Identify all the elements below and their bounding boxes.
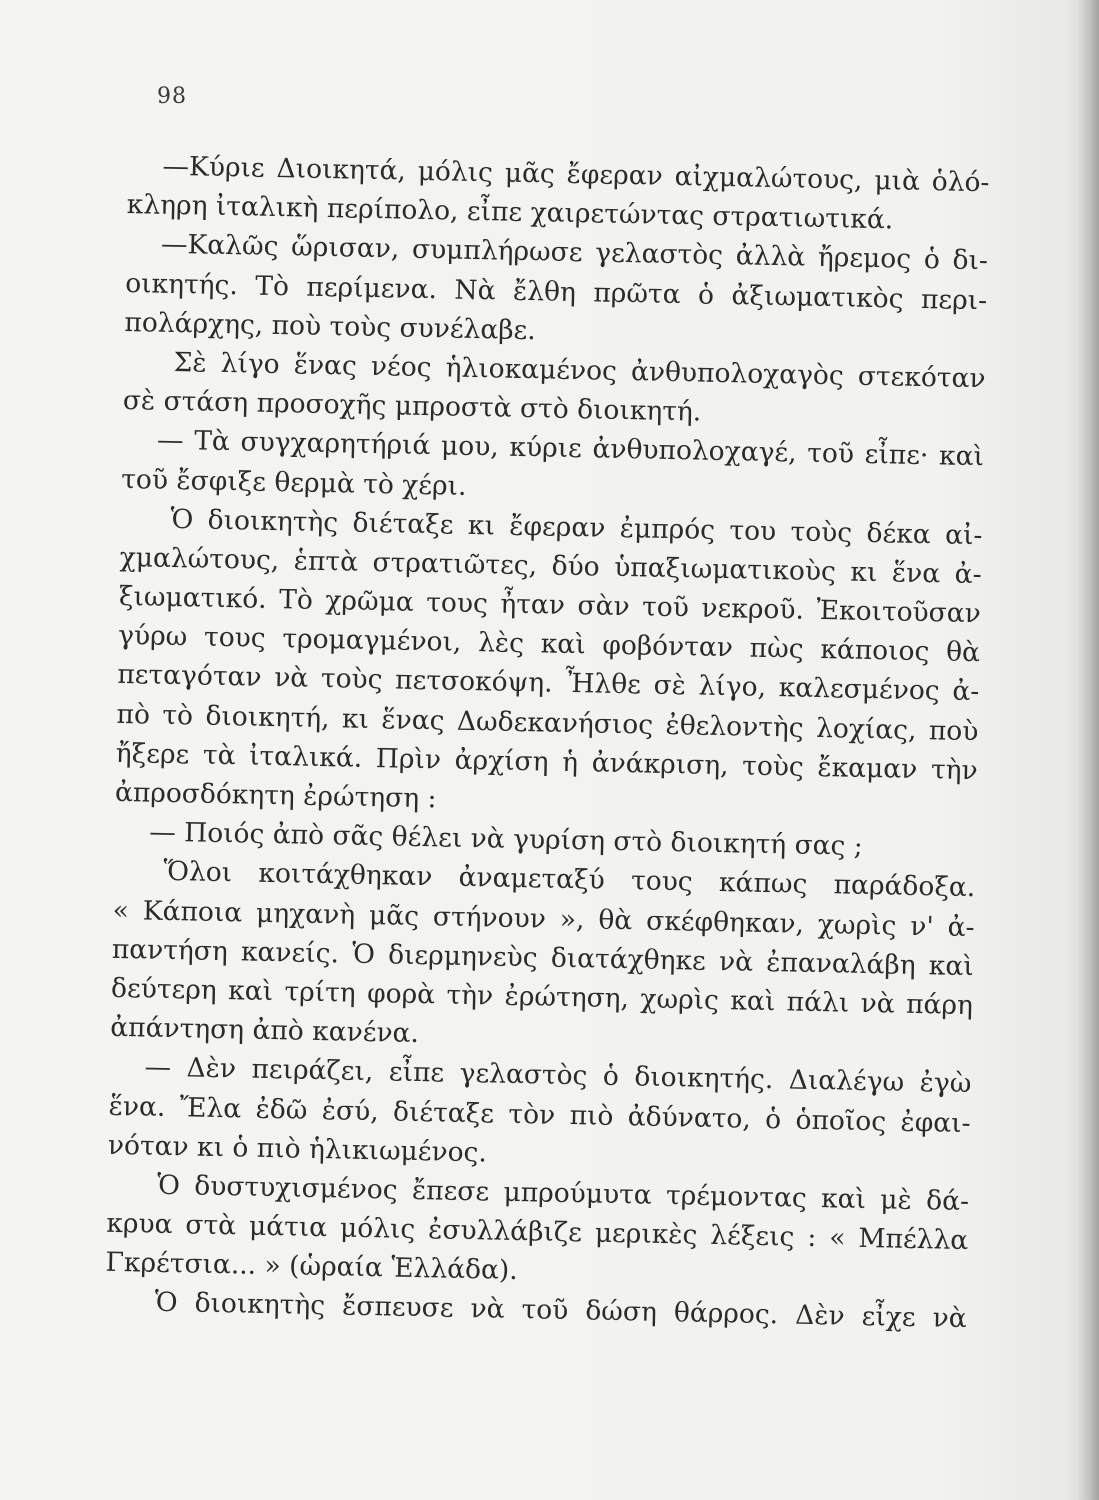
text-line: — Δὲν πειράζει, εἶπε γελαστὸς ὁ διοικητής. Διαλέγω ἐγὼ bbox=[144, 1051, 972, 1100]
text-line: νόταν κι ὁ πιὸ ἡλικιωμένος. bbox=[107, 1129, 488, 1169]
text-line: ἤξερε τὰ ἰταλικά. Πρὶν ἀρχίση ἡ ἀνάκριση, τοὺς ἔκαμαν τὴν bbox=[115, 737, 978, 786]
text-line: δεύτερη καὶ τρίτη φορὰ τὴν ἐρώτηση, χωρὶς καὶ πάλι νὰ πάρη bbox=[110, 972, 974, 1022]
text-line: —Κύριε Διοικητά, μόλις μᾶς ἔφεραν αἰχμαλώτους, μιὰ ὁλό- bbox=[162, 150, 990, 199]
text-line: ἀπροσδόκητη ἐρώτηση : bbox=[114, 776, 437, 815]
text-line: Ὁ δυστυχισμένος ἔπεσε μπρούμυτα τρέμοντας καὶ μὲ δά- bbox=[156, 1169, 970, 1217]
body-text bbox=[104, 146, 989, 1339]
text-line: χμαλώτους, ἑπτὰ στρατιῶτες, δύο ὑπαξιωματικοὺς κι ἕνα ἀ- bbox=[119, 541, 982, 591]
text-line: τοῦ ἔσφιξε θερμὰ τὸ χέρι. bbox=[121, 463, 467, 502]
text-line: Ὁ διοικητὴς διέταξε κι ἔφεραν ἐμπρός του τοὺς δέκα αἰ- bbox=[170, 503, 983, 551]
text-line: παντήση κανείς. Ὁ διερμηνεὺς διατάχθηκε νὰ ἐπαναλάβη καὶ bbox=[111, 933, 975, 982]
text-line: σὲ στάση προσοχῆς μπροστὰ στὸ διοικητή. bbox=[122, 385, 702, 428]
text-line: Ὁ διοικητὴς ἔσπευσε νὰ τοῦ δώση θάρρος. Δὲν εἶχε νὰ bbox=[154, 1287, 967, 1335]
text-line: —Καλῶς ὥρισαν, συμπλήρωσε γελαστὸς ἀλλὰ ἤρεμος ὁ δι- bbox=[160, 229, 989, 277]
text-line: κρυα στὰ μάτια μόλις ἐσυλλάβιζε μερικὲς λέξεις : « Μπέλλα bbox=[106, 1207, 969, 1257]
text-line: « Κάποια μηχανὴ μᾶς στήνουν », θὰ σκέφθηκαν, χωρὶς ν' ἀ- bbox=[112, 894, 975, 943]
page-edge-shadow bbox=[1077, 0, 1099, 1500]
text-line: — Ποιός ἀπὸ σᾶς θέλει νὰ γυρίση στὸ διοικητή σας ; bbox=[148, 816, 864, 863]
text-line: — Τὰ συγχαρητήριά μου, κύριε ἀνθυπολοχαγέ, τοῦ εἶπε· καὶ bbox=[156, 424, 985, 473]
text-line: πὸ τὸ διοικητή, κι ἕνας Δωδεκανήσιος ἐθελοντὴς λοχίας, ποὺ bbox=[116, 698, 979, 747]
text-line: οικητής. Τὸ περίμενα. Νὰ ἔλθη πρῶτα ὁ ἀξιωματικὸς περι- bbox=[124, 267, 988, 316]
text-line: Σὲ λίγο ἕνας νέος ἡλιοκαμένος ἀνθυπολοχαγὸς στεκόταν bbox=[173, 346, 986, 395]
text-line: γύρω τους τρομαγμένοι, λὲς καὶ φοβόνταν πὼς κάποιος θὰ bbox=[117, 620, 981, 669]
text-line: ἀπάντηση ἀπὸ κανένα. bbox=[109, 1011, 420, 1050]
text-line: Γκρέτσια... » (ὡραία Ἑλλάδα). bbox=[105, 1247, 518, 1287]
text-line: Ὅλοι κοιτάχθηκαν ἀναμεταξύ τους κάπως παράδοξα. bbox=[163, 856, 976, 904]
text-line: ξιωματικό. Τὸ χρῶμα τους ἦταν σὰν τοῦ νεκροῦ. Ἐκοιτοῦσαν bbox=[118, 580, 982, 630]
text-line: πεταγόταν νὰ τοὺς πετσοκόψη. Ἦλθε σὲ λίγο, καλεσμένος ἀ- bbox=[117, 659, 980, 708]
text-line: πολάρχης, ποὺ τοὺς συνέλαβε. bbox=[124, 306, 537, 346]
page-number: 98 bbox=[157, 84, 187, 109]
text-line: κληρη ἰταλικὴ περίπολο, εἶπε χαιρετώντας στρατιωτικά. bbox=[126, 189, 894, 236]
text-line: ἕνα. Ἔλα ἐδῶ ἐσύ, διέταξε τὸν πιὸ ἀδύνατο, ὁ ὁποῖος ἐφαι- bbox=[108, 1090, 971, 1139]
